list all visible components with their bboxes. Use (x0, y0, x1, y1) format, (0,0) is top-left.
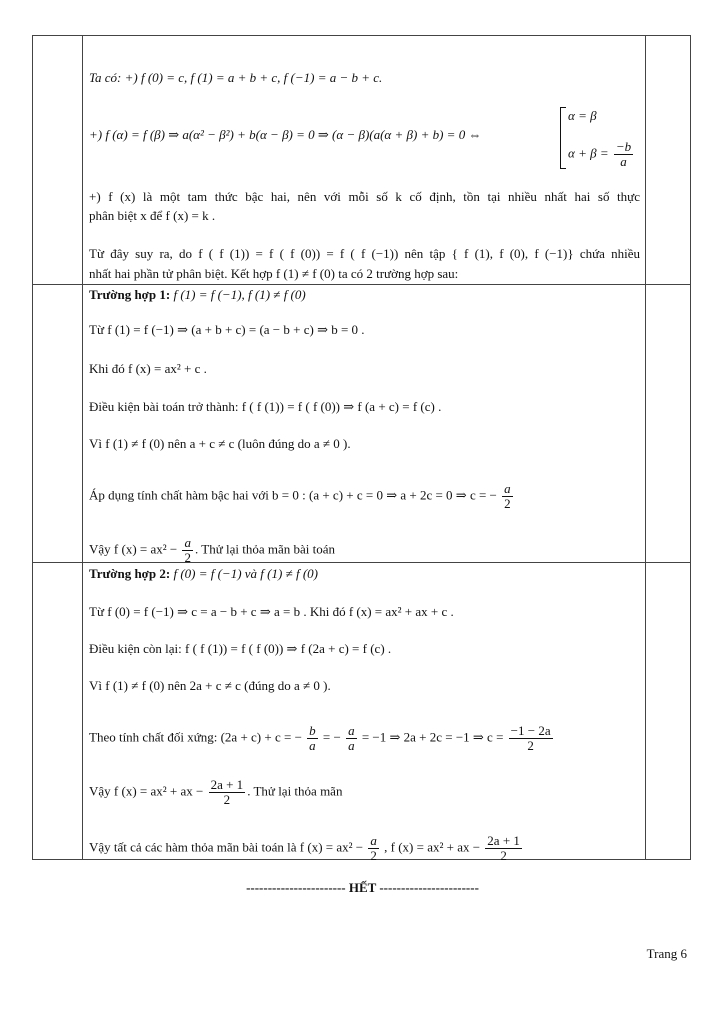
case2-line-4-fraction-1 (307, 724, 318, 753)
fraction-denominator: 2 (509, 738, 553, 753)
intro-line-2 (89, 127, 481, 143)
case1-line-5-fraction (502, 482, 513, 511)
intro-line-1: Ta có: +) f (0) = c, f (1) = a + b + c, f (−1) = a − b + c. (89, 70, 383, 85)
fraction-denominator: a (309, 738, 316, 753)
case2-title-math: f (0) = f (−1) và f (1) ≠ f (0) (170, 566, 318, 581)
intro-line-3b: phân biệt x để f (x) = k . (89, 208, 216, 223)
fraction-numerator: a (504, 481, 511, 496)
case2-heading (89, 566, 318, 582)
case1-line-4: Vì f (1) ≠ f (0) nên a + c ≠ c (luôn đúng do a ≠ 0 ). (89, 436, 351, 451)
case2-line-5 (89, 778, 342, 807)
case2-title: Trường hợp 2: (89, 566, 171, 581)
case2-line-4-text: Theo tính chất đối xứng: (2a + c) + c = − (89, 729, 302, 745)
case1-line-6-fraction (182, 536, 193, 565)
end-marker: ----------------------- HẾT ----------------------- (246, 880, 479, 895)
case2-line-4-mid: = − (322, 729, 341, 745)
table-column-divider-right (645, 35, 646, 860)
system-brace (560, 107, 566, 169)
table-row-divider-1 (82, 284, 691, 285)
case1-heading (89, 287, 306, 303)
case1-line-5 (89, 482, 515, 511)
fraction-numerator: 2a + 1 (487, 833, 520, 848)
system-bottom (568, 140, 635, 169)
fraction-denominator: a (348, 738, 355, 753)
fraction-denominator: 2 (370, 848, 377, 863)
fraction-denominator: 2 (184, 550, 191, 565)
case2-line-6-mid: , f (x) = ax² + ax − (384, 839, 481, 855)
system-top: α = β (568, 108, 597, 123)
case1-line-6-tail: . Thử lại thỏa mãn bài toán (194, 541, 336, 557)
case2-line-6-fraction-1 (368, 834, 379, 863)
case2-line-1: Từ f (0) = f (−1) ⇒ c = a − b + c ⇒ a = b . Khi đó f (x) = ax² + ax + c . (89, 604, 454, 619)
intro-line-4a: Từ đây suy ra, do f ( f (1)) = f ( f (0)) = f ( f (−1)) nên tập { f (1), f (0), f (−1)} chứa nhiều (89, 246, 640, 261)
fraction-numerator: a (370, 833, 377, 848)
case1-line-6-text: Vậy f (x) = ax² − (89, 541, 178, 557)
case2-line-5-fraction (209, 778, 246, 807)
case2-line-5-tail: . Thử lại thỏa mãn (247, 783, 343, 799)
case2-line-2: Điều kiện còn lại: f ( f (1)) = f ( f (0)) ⇒ f (2a + c) = f (c) . (89, 641, 392, 656)
case1-line-1: Từ f (1) = f (−1) ⇒ (a + b + c) = (a − b + c) ⇒ b = 0 . (89, 322, 365, 337)
page-number: Trang 6 (646, 946, 687, 961)
case1-line-2: Khi đó f (x) = ax² + c . (89, 361, 207, 376)
case1-title-math: f (1) = f (−1), f (1) ≠ f (0) (170, 287, 306, 302)
fraction-numerator: −1 − 2a (510, 723, 551, 738)
fraction-numerator: −b (615, 139, 632, 154)
case1-line-6 (89, 536, 335, 565)
fraction-numerator: a (348, 723, 355, 738)
case2-line-6-fraction-2 (485, 834, 522, 863)
fraction-numerator: b (309, 723, 316, 738)
table-column-divider-left (82, 35, 83, 860)
fraction-denominator: 2 (504, 496, 511, 511)
fraction-denominator: 2 (485, 848, 522, 863)
fraction-denominator: a (614, 154, 633, 169)
intro-line-4b: nhất hai phần tử phân biệt. Kết hợp f (1) ≠ f (0) ta có 2 trường hợp sau: (89, 266, 459, 281)
case1-line-5-text: Áp dụng tính chất hàm bậc hai với b = 0 : (a + c) + c = 0 ⇒ a + 2c = 0 ⇒ c = − (89, 487, 497, 503)
case2-line-6 (89, 834, 524, 863)
system-bottom-fraction (614, 140, 633, 169)
case2-line-3: Vì f (1) ≠ f (0) nên 2a + c ≠ c (đúng do a ≠ 0 ). (89, 678, 331, 693)
case2-line-5-text: Vậy f (x) = ax² + ax − (89, 783, 204, 799)
case2-line-4-fraction-3 (509, 724, 553, 753)
fraction-numerator: 2a + 1 (210, 777, 244, 792)
case1-line-3: Điều kiện bài toán trở thành: f ( f (1)) = f ( f (0)) ⇒ f (a + c) = f (c) . (89, 399, 442, 414)
case1-title: Trường hợp 1: (89, 287, 171, 302)
fraction-numerator: a (184, 535, 191, 550)
intro-line-3a: +) f (x) là một tam thức bậc hai, nên với mỗi số k cố định, tồn tại nhiều nhất hai số thực (89, 189, 640, 204)
case2-line-4 (89, 724, 555, 753)
case2-line-4-fraction-2 (346, 724, 357, 753)
system-bottom-left: α + β = (568, 145, 609, 161)
fraction-denominator: 2 (209, 792, 246, 807)
intro-line-2-text: +) f (α) = f (β) ⇒ a(α² − β²) + b(α − β) = 0 ⇒ (α − β)(a(α + β) + b) = 0 ⇔ (89, 127, 482, 142)
case2-line-6-text: Vậy tất cả các hàm thỏa mãn bài toán là f (x) = ax² − (89, 839, 364, 855)
table-row-divider-1-left (32, 284, 82, 285)
case2-line-4-mid2: = −1 ⇒ 2a + 2c = −1 ⇒ c = (361, 729, 504, 745)
